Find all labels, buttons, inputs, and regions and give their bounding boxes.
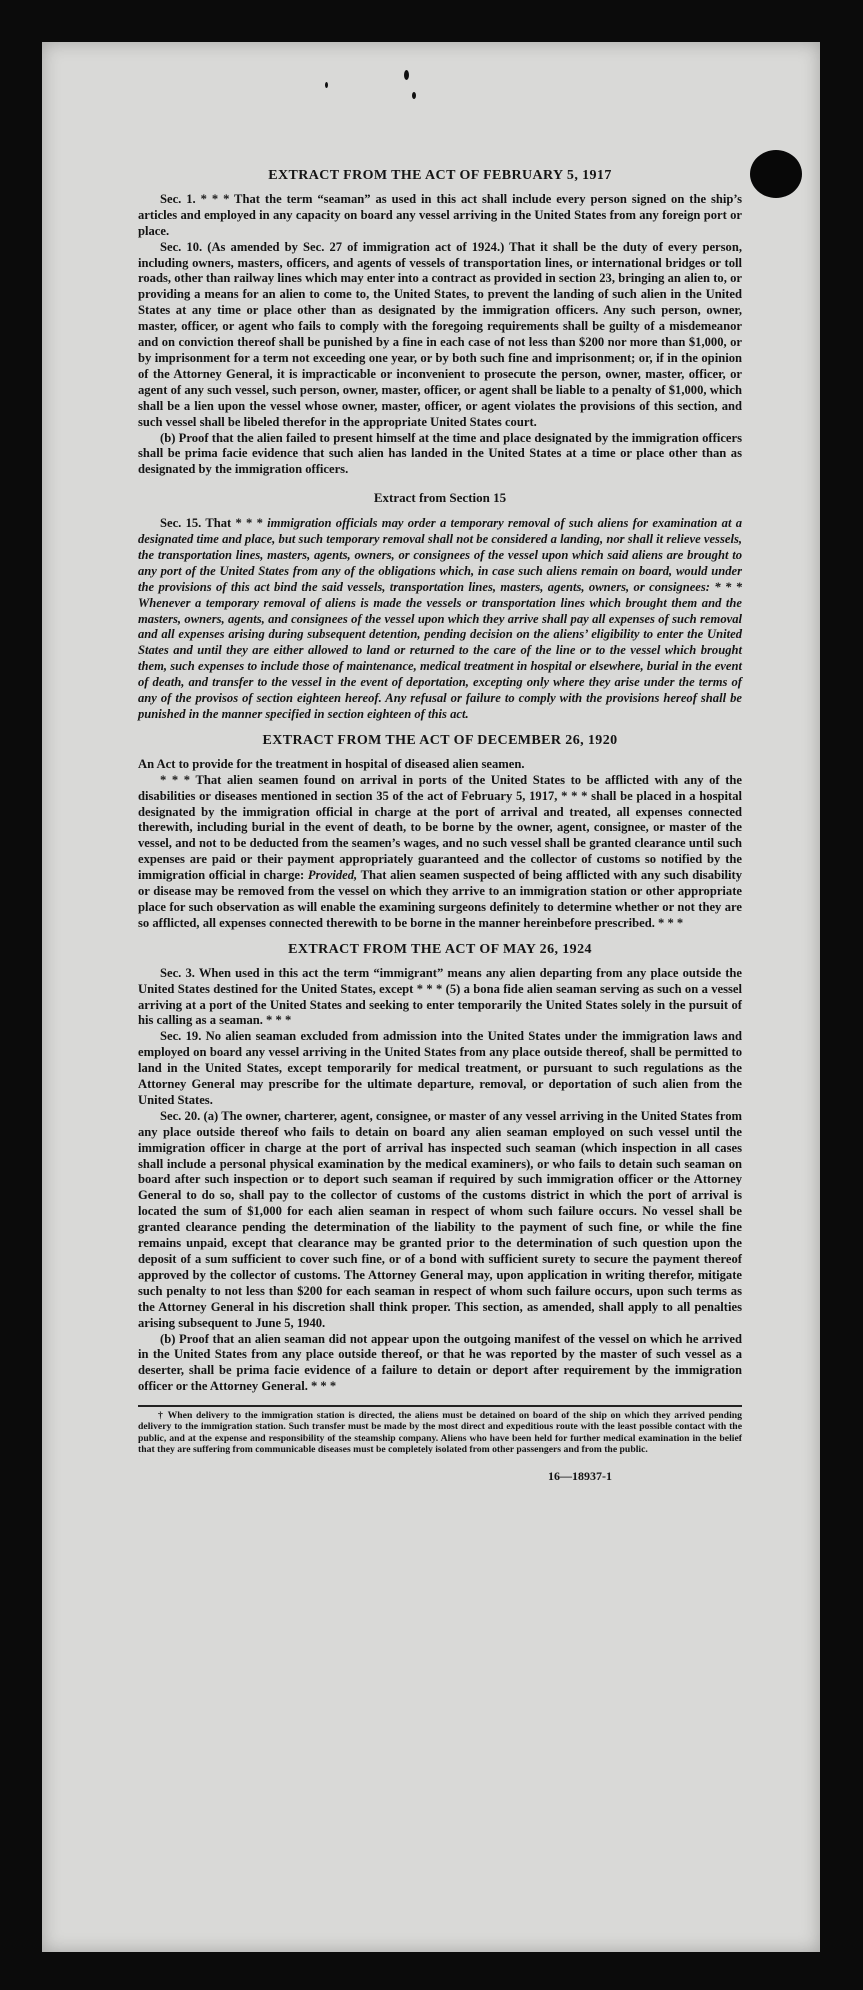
document-number: 16—18937-1	[548, 1468, 612, 1483]
section-15-body: immigration officials may order a temporary removal of such aliens for examination at a designated time and place, but such temporary removal shall not be considered a landing, nor shall it relieve vessels, the transportation lines, masters, agents, owners, or consignees of the vessel upon which said aliens are brought to any port of the United States from any of the obligations which, in case such aliens remain on board, would under the provisions of this act bind the said vessels, transportation lines, masters, agents, owners, or consignees: * * * Whenever a temporary removal of aliens is made the vessels or transportation lines which brought them and the masters, owners, agents, and consignees of the vessel upon which they arrive shall pay all expenses of such removal and all expenses arising during subsequent detention, pending decision on the aliens’ eligibility to enter the United States and until they are either allowed to land or returned to the care of the line or to the vessel which brought them, such expenses to include those of maintenance, medical treatment in hospital or elsewhere, burial in the event of death, and transfer to the vessel in the event of deportation, excepting only where they arise under the terms of any of the provisos of section eighteen hereof. Any refusal or failure to comply with the provisions hereof shall be punished in the manner specified in section eighteen of this act.	[138, 516, 742, 721]
act-1920-body-a: * * * That alien seamen found on arrival in ports of the United States to be afflicted with any of the disabilities or diseases mentioned in section 35 of the act of February 5, 1917, * * * shall be placed in a hospital designated by the immigration official in charge at the port of arrival and treated, all expenses connected therewith, including burial in the event of death, to be borne by the owner, agent, consignee, or master of the vessel, and not to be deducted from the seamen’s wages, and no such vessel shall be granted clearance until such expenses are paid or their payment appropriately guaranteed and the collector of customs so notified by the immigration official in charge:	[138, 772, 742, 883]
ink-speck	[412, 92, 416, 99]
heading-act-1924: EXTRACT FROM THE ACT OF MAY 26, 1924	[288, 941, 592, 957]
section-20a: Sec. 20. (a) The owner, charterer, agent, consignee, or master of any vessel arriving in the United States from any place outside thereof who fails to detain on board any alien seaman employed on such vessel until the immigration officer in charge at the port of arrival has inspected such seaman (which inspection in all cases shall include a personal physical examination by the medical examiners), or who fails to detain such seaman on board after such inspection or to deport such seaman if required by such immigration officer or the Attorney General to do so, shall pay to the collector of customs of the customs district in which the port of arrival is located the sum of $1,000 for each alien seaman in respect of whom such failure occurs. No vessel shall be granted clearance pending the determination of the liability to the payment of such fine, or while the fine remains unpaid, except that clearance may be granted prior to the determination of such question upon the deposit of a sum sufficient to cover such fine, or of a bond with sufficient surety to secure the payment thereof approved by the collector of customs. The Attorney General may, upon application in writing therefor, mitigate such penalty to not less than $200 for each seaman in respect of whom such failure occurs, upon such terms as the Attorney General in his discretion shall think proper. This section, as amended, shall apply to all penalties arising subsequent to June 5, 1940.	[138, 1108, 742, 1330]
ink-speck	[325, 82, 328, 88]
footnote-text: † When delivery to the immigration station is directed, the aliens must be detained on board of the ship on which they arrived pending delivery to the immigration station. Such transfer must be made by the most direct and expeditious route with the least possible contact with the public, and at the expense and responsibility of the steamship company. Aliens who have been held for further medical examination in the belief that they are suffering from communicable diseases must be completely isolated from other passengers and from the public.	[138, 1410, 742, 1455]
section-3: Sec. 3. When used in this act the term “immigrant” means any alien departing from any place outside the United States destined for the United States, except * * * (5) a bona fide alien seaman serving as such on a vessel arriving at a port of the United States and seeking to enter temporarily the United States solely in the pursuit of his calling as a seaman. * * *	[138, 965, 742, 1028]
section-10: Sec. 10. (As amended by Sec. 27 of immigration act of 1924.) That it shall be the duty of every person, including owners, masters, officers, and agents of vessels of transportation lines, or international bridges or toll roads, other than railway lines which may enter into a contract as provided in section 23, bringing an alien to, or providing a means for an alien to come to, the United States, to prevent the landing of such alien in the United States at any time or place other than as designated by the immigration officers. Any such person, owner, master, officer, or agent who fails to comply with the foregoing requirements shall be guilty of a misdemeanor and on conviction thereof shall be punished by a fine in each case of not less than $200 nor more than $1,000, or by imprisonment for a term not exceeding one year, or by both such fine and imprisonment; or, if in the opinion of the Attorney General, it is impracticable or inconvenient to prosecute the person, owner, master, officer, or agent of any such vessel, such person, owner, master, officer, or agent shall be liable to a penalty of $1,000, which shall be a lien upon the vessel whose owner, master, officer, or agent violates the provisions of this section, and such vessel shall be libeled therefor in the appropriate United States court.	[138, 239, 742, 429]
section-19: Sec. 19. No alien seaman excluded from admission into the United States under the immigration laws and employed on board any vessel arriving in the United States from any place outside thereof, shall be permitted to land in the United States, except temporarily for medical treatment, or pursuant to such regulations as the Attorney General may prescribe for the ultimate departure, removal, or deportation of such alien from the United States.	[138, 1029, 742, 1107]
section-1: Sec. 1. * * * That the term “seaman” as used in this act shall include every person signed on the ship’s articles and employed in any capacity on board any vessel arriving in the United States from any foreign port or place.	[138, 191, 742, 238]
heading-section-15: Extract from Section 15	[373, 490, 507, 506]
document-page	[42, 42, 820, 1952]
heading-act-1917: EXTRACT FROM THE ACT OF FEBRUARY 5, 1917	[268, 168, 612, 183]
ink-speck	[404, 70, 409, 80]
footnote	[138, 1405, 742, 1455]
document-body	[138, 168, 742, 1485]
act-1920-body	[138, 773, 742, 932]
act-1920-title: An Act to provide for the treatment in hospital of diseased alien seamen.	[138, 756, 525, 771]
section-10b: (b) Proof that the alien failed to present himself at the time and place designated by the immigration officers shall be prima facie evidence that such alien has landed in the United States at a time or place other than as designated by the immigration officers.	[138, 430, 742, 477]
heading-act-1920: EXTRACT FROM THE ACT OF DECEMBER 26, 1920	[262, 732, 618, 748]
punch-hole	[750, 150, 802, 198]
section-15-lead: Sec. 15. That * * *	[160, 516, 268, 531]
provided-word: Provided,	[307, 868, 358, 883]
section-20b: (b) Proof that an alien seaman did not appear upon the outgoing manifest of the vessel on which he arrived in the United States from any place outside thereof, or that he was reported by the master of such vessel as a deserter, shall be prima facie evidence of a failure to detain or deport after requirement by the immigration officer or the Attorney General. * * *	[138, 1331, 742, 1394]
section-15	[138, 516, 742, 723]
act-1920-body-b: That alien seamen suspected of being afflicted with any such disability or disease may be removed from the vessel on which they arrive to an immigration station or other appropriate place for such observation as will enable the examining surgeons definitely to determine whether or not they are so afflicted, all expenses connected therewith to be borne in the manner hereinbefore prescribed. * * *	[138, 868, 742, 930]
